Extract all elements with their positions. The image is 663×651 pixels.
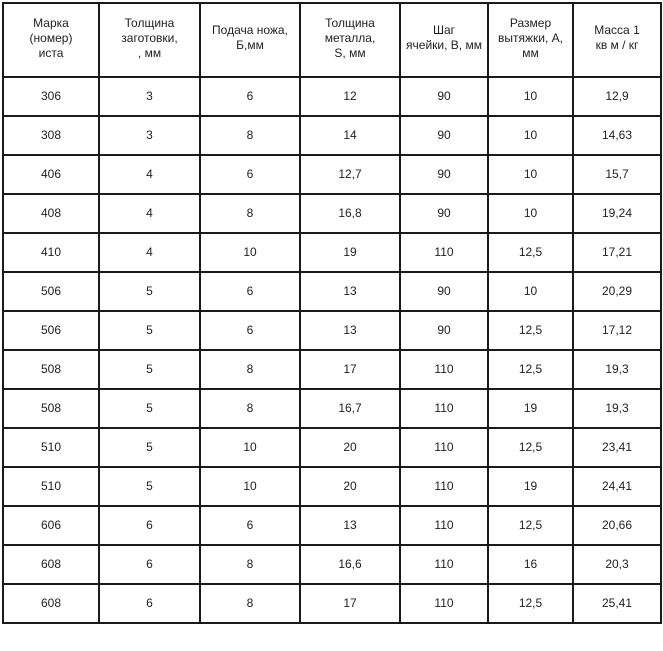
cell-mass-per-sqm: 20,66 <box>573 506 661 545</box>
table-row <box>3 77 661 116</box>
table-row <box>3 194 661 233</box>
cell-knife-feed: 6 <box>200 155 300 194</box>
table-row <box>3 116 661 155</box>
table-row <box>3 467 661 506</box>
cell-mass-per-sqm: 15,7 <box>573 155 661 194</box>
cell-cell-pitch: 110 <box>400 389 488 428</box>
cell-mass-per-sqm: 12,9 <box>573 77 661 116</box>
header-draw-size: Размер вытяжки, А, мм <box>488 3 573 77</box>
cell-grade: 608 <box>3 584 99 623</box>
cell-mass-per-sqm: 25,41 <box>573 584 661 623</box>
cell-grade: 508 <box>3 389 99 428</box>
cell-cell-pitch: 90 <box>400 155 488 194</box>
header-blank-thickness: Толщина заготовки, , мм <box>99 3 200 77</box>
cell-grade: 406 <box>3 155 99 194</box>
cell-draw-size: 12,5 <box>488 311 573 350</box>
cell-grade: 506 <box>3 311 99 350</box>
cell-metal-thickness: 20 <box>300 467 400 506</box>
cell-mass-per-sqm: 19,24 <box>573 194 661 233</box>
cell-blank-thickness: 6 <box>99 545 200 584</box>
cell-grade: 408 <box>3 194 99 233</box>
table-row <box>3 155 661 194</box>
cell-grade: 410 <box>3 233 99 272</box>
table-row <box>3 350 661 389</box>
cell-blank-thickness: 5 <box>99 467 200 506</box>
cell-metal-thickness: 13 <box>300 311 400 350</box>
header-row <box>3 3 661 77</box>
cell-mass-per-sqm: 23,41 <box>573 428 661 467</box>
cell-blank-thickness: 3 <box>99 116 200 155</box>
cell-metal-thickness: 16,8 <box>300 194 400 233</box>
cell-knife-feed: 6 <box>200 272 300 311</box>
cell-cell-pitch: 90 <box>400 77 488 116</box>
cell-cell-pitch: 90 <box>400 116 488 155</box>
cell-metal-thickness: 17 <box>300 350 400 389</box>
specification-table <box>2 2 662 624</box>
cell-cell-pitch: 110 <box>400 233 488 272</box>
table-row <box>3 272 661 311</box>
cell-grade: 510 <box>3 467 99 506</box>
cell-draw-size: 12,5 <box>488 506 573 545</box>
cell-grade: 308 <box>3 116 99 155</box>
cell-knife-feed: 8 <box>200 389 300 428</box>
cell-metal-thickness: 16,6 <box>300 545 400 584</box>
cell-draw-size: 12,5 <box>488 584 573 623</box>
cell-mass-per-sqm: 14,63 <box>573 116 661 155</box>
cell-metal-thickness: 14 <box>300 116 400 155</box>
cell-mass-per-sqm: 19,3 <box>573 389 661 428</box>
cell-cell-pitch: 90 <box>400 311 488 350</box>
cell-knife-feed: 8 <box>200 116 300 155</box>
cell-metal-thickness: 12,7 <box>300 155 400 194</box>
cell-cell-pitch: 110 <box>400 350 488 389</box>
cell-blank-thickness: 4 <box>99 155 200 194</box>
cell-mass-per-sqm: 17,21 <box>573 233 661 272</box>
header-mass-per-sqm: Масса 1 кв м / кг <box>573 3 661 77</box>
cell-draw-size: 12,5 <box>488 233 573 272</box>
cell-metal-thickness: 12 <box>300 77 400 116</box>
table-body <box>3 77 661 623</box>
cell-knife-feed: 6 <box>200 77 300 116</box>
cell-grade: 606 <box>3 506 99 545</box>
cell-blank-thickness: 3 <box>99 77 200 116</box>
cell-cell-pitch: 110 <box>400 545 488 584</box>
cell-knife-feed: 8 <box>200 194 300 233</box>
table-row <box>3 233 661 272</box>
cell-metal-thickness: 13 <box>300 506 400 545</box>
cell-cell-pitch: 110 <box>400 584 488 623</box>
cell-draw-size: 16 <box>488 545 573 584</box>
cell-knife-feed: 8 <box>200 350 300 389</box>
cell-mass-per-sqm: 24,41 <box>573 467 661 506</box>
cell-mass-per-sqm: 20,29 <box>573 272 661 311</box>
cell-blank-thickness: 5 <box>99 272 200 311</box>
cell-grade: 306 <box>3 77 99 116</box>
cell-knife-feed: 8 <box>200 584 300 623</box>
header-cell-pitch: Шаг ячейки, В, мм <box>400 3 488 77</box>
cell-metal-thickness: 20 <box>300 428 400 467</box>
cell-mass-per-sqm: 19,3 <box>573 350 661 389</box>
cell-metal-thickness: 16,7 <box>300 389 400 428</box>
cell-cell-pitch: 110 <box>400 506 488 545</box>
table-row <box>3 311 661 350</box>
cell-knife-feed: 8 <box>200 545 300 584</box>
cell-draw-size: 12,5 <box>488 350 573 389</box>
cell-cell-pitch: 90 <box>400 194 488 233</box>
cell-blank-thickness: 4 <box>99 233 200 272</box>
cell-grade: 508 <box>3 350 99 389</box>
cell-grade: 608 <box>3 545 99 584</box>
cell-blank-thickness: 6 <box>99 584 200 623</box>
cell-draw-size: 19 <box>488 389 573 428</box>
header-knife-feed: Подача ножа, Б,мм <box>200 3 300 77</box>
cell-cell-pitch: 110 <box>400 467 488 506</box>
cell-grade: 506 <box>3 272 99 311</box>
cell-metal-thickness: 17 <box>300 584 400 623</box>
header-grade: Марка (номер) иста <box>3 3 99 77</box>
table-row <box>3 506 661 545</box>
cell-draw-size: 12,5 <box>488 428 573 467</box>
table-header <box>3 3 661 77</box>
cell-blank-thickness: 5 <box>99 428 200 467</box>
cell-mass-per-sqm: 20,3 <box>573 545 661 584</box>
cell-draw-size: 10 <box>488 116 573 155</box>
cell-metal-thickness: 19 <box>300 233 400 272</box>
cell-draw-size: 10 <box>488 272 573 311</box>
table-row <box>3 428 661 467</box>
cell-draw-size: 10 <box>488 155 573 194</box>
cell-draw-size: 10 <box>488 77 573 116</box>
cell-draw-size: 10 <box>488 194 573 233</box>
cell-knife-feed: 10 <box>200 467 300 506</box>
cell-knife-feed: 6 <box>200 506 300 545</box>
cell-grade: 510 <box>3 428 99 467</box>
table-row <box>3 584 661 623</box>
cell-blank-thickness: 5 <box>99 389 200 428</box>
cell-blank-thickness: 5 <box>99 311 200 350</box>
cell-draw-size: 19 <box>488 467 573 506</box>
cell-blank-thickness: 5 <box>99 350 200 389</box>
table-row <box>3 545 661 584</box>
cell-knife-feed: 6 <box>200 311 300 350</box>
cell-cell-pitch: 110 <box>400 428 488 467</box>
header-metal-thickness: Толщина металла, S, мм <box>300 3 400 77</box>
cell-knife-feed: 10 <box>200 233 300 272</box>
cell-blank-thickness: 6 <box>99 506 200 545</box>
cell-cell-pitch: 90 <box>400 272 488 311</box>
cell-metal-thickness: 13 <box>300 272 400 311</box>
table-row <box>3 389 661 428</box>
cell-blank-thickness: 4 <box>99 194 200 233</box>
cell-mass-per-sqm: 17,12 <box>573 311 661 350</box>
cell-knife-feed: 10 <box>200 428 300 467</box>
